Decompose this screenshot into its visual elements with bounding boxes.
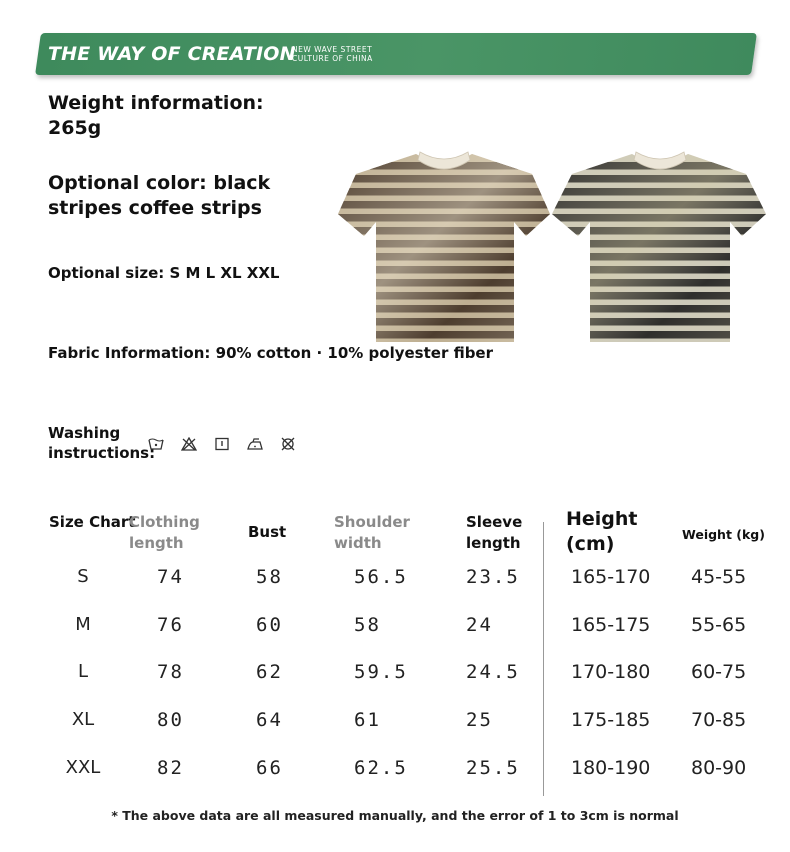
color-information: Optional color: black stripes coffee strips [48,172,271,219]
cell-length: 82 [157,757,184,779]
cell-height: 180-190 [571,757,651,779]
washing-instructions-label: Washing instructions: [48,424,156,462]
cell-height: 165-170 [571,566,651,588]
cell-sleeve: 23.5 [466,566,520,588]
header-sleeve-length: Sleeve length [466,513,523,552]
no-bleach-icon [181,436,197,450]
cell-length: 76 [157,614,184,636]
cell-bust: 64 [256,709,283,731]
cell-height: 170-180 [571,661,651,683]
cell-weight: 70-85 [691,709,747,731]
banner-subtitle [292,45,373,63]
fabric-information: Fabric Information: 90% cotton · 10% polyester fiber [48,344,494,362]
cell-bust: 60 [256,614,283,636]
header-height: Height (cm) [566,508,638,555]
iron-icon [247,436,263,450]
cell-height: 175-185 [571,709,651,731]
tumble-dry-icon [214,436,230,450]
cell-weight: 80-90 [691,757,747,779]
cell-bust: 66 [256,757,283,779]
cell-length: 80 [157,709,184,731]
banner-subtitle-line1: NEW WAVE STREET [292,45,373,54]
header-bust: Bust [248,523,287,541]
size-information: Optional size: S M L XL XXL [48,264,280,282]
cell-size: XL [71,709,95,730]
cell-shoulder: 59.5 [354,661,408,683]
cell-height: 165-175 [571,614,651,636]
wash-care-icons [148,436,296,450]
cell-shoulder: 56.5 [354,566,408,588]
header-size-chart: Size Chart [49,513,136,531]
cell-size: L [77,661,89,682]
cell-sleeve: 24 [466,614,493,636]
banner-subtitle-line2: CULTURE OF CHINA [292,54,373,63]
cell-size: M [75,614,91,635]
cell-bust: 58 [256,566,283,588]
cell-weight: 55-65 [691,614,747,636]
no-dry-clean-icon [280,436,296,450]
table-divider [543,522,544,796]
banner-title: THE WAY OF CREATION [48,43,296,65]
cell-sleeve: 25 [466,709,493,731]
cell-length: 74 [157,566,184,588]
cell-shoulder: 61 [354,709,381,731]
header-clothing-length: Clothing length [129,513,200,552]
weight-information: Weight information: 265g [48,92,264,139]
cell-sleeve: 25.5 [466,757,520,779]
header-shoulder-width: Shoulder width [334,513,410,552]
cell-size: XXL [65,757,101,778]
header-weight: Weight (kg) [682,527,765,542]
cell-weight: 45-55 [691,566,747,588]
cell-shoulder: 58 [354,614,381,636]
wash-tub-icon [148,436,164,450]
cell-shoulder: 62.5 [354,757,408,779]
cell-length: 78 [157,661,184,683]
black-stripe-shirt-image [550,148,768,344]
cell-sleeve: 24.5 [466,661,520,683]
cell-bust: 62 [256,661,283,683]
coffee-stripe-shirt-image [336,148,552,344]
cell-size: S [77,566,89,587]
cell-weight: 60-75 [691,661,747,683]
measurement-note: * The above data are all measured manually, and the error of 1 to 3cm is normal [111,808,679,823]
